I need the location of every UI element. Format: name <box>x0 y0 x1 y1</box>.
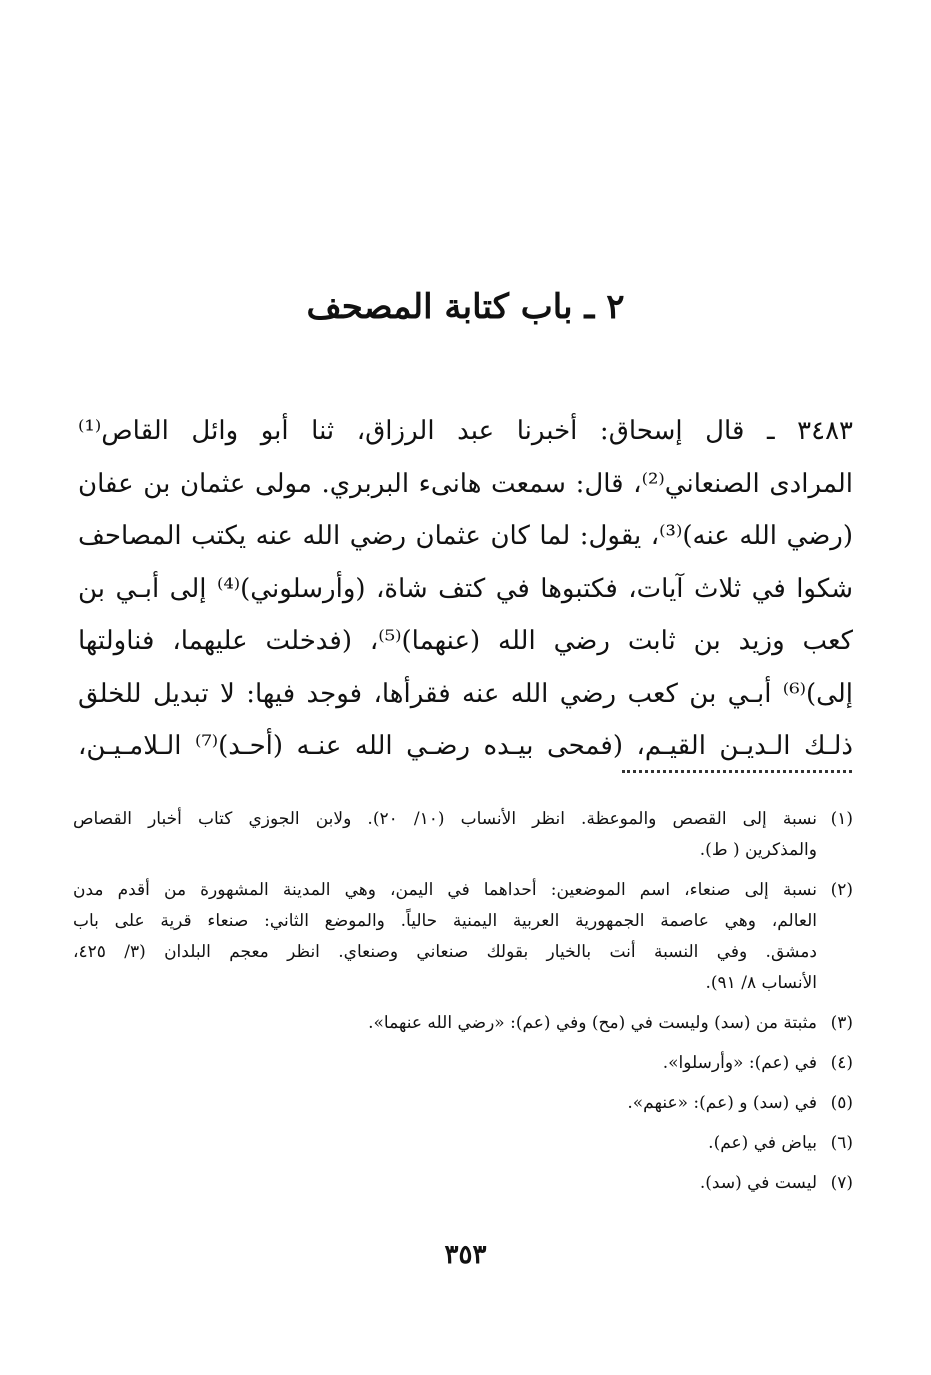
footnote-number: (٢) <box>830 880 853 900</box>
footnote-line: بياض في (عم). <box>708 1133 817 1153</box>
footnote-line: مثبتة من (سد) وليست في (مح) وفي (عم): «رضي الله عنهما». <box>368 1013 817 1033</box>
footnote-2 <box>73 875 853 999</box>
chapter-heading: ٢ ـ باب كتابة المصحف <box>306 287 625 327</box>
footnote-number: (٧) <box>830 1173 853 1193</box>
footnote-line: العالم، وهي عاصمة الجمهورية العربية اليمنية حالياً. والموضع الثاني: صنعاء قرية على باب <box>73 911 817 931</box>
footnote-line: نسبة إلى صنعاء، اسم الموضعين: أحداهما في اليمن، وهي المدينة المشهورة من أقدم مدن <box>73 880 817 900</box>
body-line: كعب وزيد بن ثابت رضي الله (عنهما)⁽⁵⁾، (فدخلت عليهما، فناولتها <box>78 626 853 656</box>
footnote-number: (٥) <box>830 1093 853 1113</box>
footnote-text <box>73 1048 817 1079</box>
footnote-line: في (سد) و (عم): «عنهم». <box>627 1093 817 1113</box>
body-line: المرادى الصنعاني⁽²⁾، قال: سمعت هانىء البربري. مولى عثمان بن عفان <box>78 468 853 499</box>
body-line: (رضي الله عنه)⁽³⁾، يقول: لما كان عثمان رضي الله عنه يكتب المصاحف <box>78 521 854 551</box>
footnote-3 <box>73 1008 853 1039</box>
footnotes <box>73 804 853 1208</box>
footnote-number: (١) <box>830 809 853 829</box>
footnote-line: ليست في (سد). <box>699 1173 817 1193</box>
footnote-1 <box>73 804 853 866</box>
footnote-number: (٣) <box>830 1013 853 1033</box>
body-line: شكوا في ثلاث آيات، فكتبوها في كتف شاة، (وأرسلوني)⁽⁴⁾ إلى أبـي بن <box>78 573 854 604</box>
footnote-5 <box>73 1088 853 1119</box>
footnote-separator <box>622 770 852 773</box>
footnote-line: دمشق. وفي النسبة أنت بالخيار بقولك صنعاني وصنعاي. انظر معجم البلدان (٣/ ٤٢٥، <box>73 942 817 962</box>
hadith-body <box>78 405 853 773</box>
footnote-text <box>73 875 817 999</box>
footnote-text <box>73 804 817 866</box>
footnote-text <box>73 1168 817 1199</box>
page-number: ٣٥٣ <box>444 1240 487 1270</box>
footnote-text <box>73 1088 817 1119</box>
body-line: ذلـك الـديـن القيـم، (فمحى بيـده رضـي الله عنـه (أحـد)⁽⁷⁾ الـلامـيـن، <box>78 731 853 761</box>
footnote-line: والمذكرين ( ط). <box>699 840 817 860</box>
footnote-line: نسبة إلى القصص والموعظة. انظر الأنساب (١٠/ ٢٠). ولابن الجوزي كتاب أخبار القصاص <box>73 809 817 829</box>
footnote-number: (٤) <box>830 1053 853 1073</box>
footnote-6 <box>73 1128 853 1159</box>
body-line: ٣٤٨٣ ـ قال إسحاق: أخبرنا عبد الرزاق، ثنا أبو وائل القاص⁽¹⁾ <box>78 416 853 446</box>
footnote-text <box>73 1008 817 1039</box>
footnote-7 <box>73 1168 853 1199</box>
footnote-number: (٦) <box>830 1133 853 1153</box>
footnote-line: في (عم): «وأرسلوا». <box>662 1053 817 1073</box>
footnote-line: الأنساب ٨/ ٩١). <box>705 973 817 993</box>
footnote-4 <box>73 1048 853 1079</box>
footnote-text <box>73 1128 817 1159</box>
body-line: إلى)⁽⁶⁾ أبـي بن كعب رضي الله عنه فقرأها، فوجد فيها: لا تبديل للخلق <box>78 678 853 709</box>
